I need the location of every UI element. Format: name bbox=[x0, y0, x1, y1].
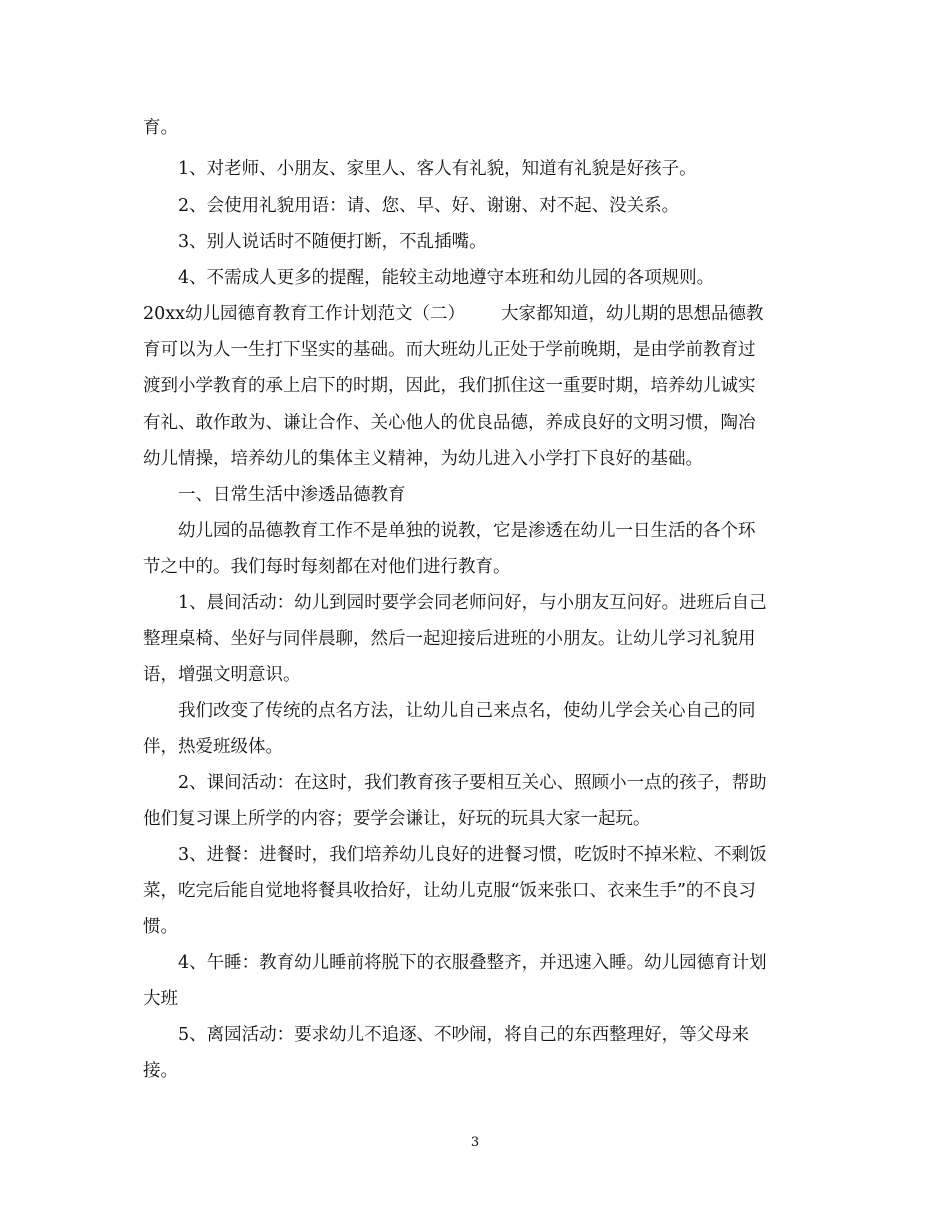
text-line: 我们改变了传统的点名方法，让幼儿自己来点名，使幼儿学会关心自己的同 bbox=[178, 701, 756, 721]
subheading: 一、日常生活中渗透品德教育 bbox=[178, 485, 406, 505]
text-line: 惯。 bbox=[143, 917, 178, 937]
paragraph-start: 大家都知道，幼儿期的思想品德教 bbox=[501, 304, 764, 324]
text-line: 菜，吃完后能自觉地将餐具收拾好，让幼儿克服“饭来张口、衣来生手”的不良习 bbox=[143, 881, 756, 901]
text-line: 1、晨间活动：幼儿到园时要学会同老师问好，与小朋友互问好。进班后自己 bbox=[178, 593, 767, 613]
text-line: 2、课间活动：在这时，我们教育孩子要相互关心、照顾小一点的孩子，帮助 bbox=[178, 773, 767, 793]
page-number: 3 bbox=[470, 1135, 480, 1150]
text-line: 育。 bbox=[143, 118, 178, 138]
text-line: 5、离园活动：要求幼儿不追逐、不吵闹，将自己的东西整理好，等父母来 bbox=[178, 1025, 750, 1045]
text-line: 4、午睡：教育幼儿睡前将脱下的衣服叠整齐，并迅速入睡。幼儿园德育计划 bbox=[178, 953, 767, 973]
section-heading-line bbox=[143, 302, 764, 326]
text-line: 幼儿情操，培养幼儿的集体主义精神，为幼儿进入小学打下良好的基础。 bbox=[143, 449, 703, 469]
text-line: 幼儿园的品德教育工作不是单独的说教，它是渗透在幼儿一日生活的各个环 bbox=[178, 521, 756, 541]
text-line: 接。 bbox=[143, 1061, 178, 1081]
text-line: 伴，热爱班级体。 bbox=[143, 737, 283, 757]
text-line: 有礼、敢作敢为、谦让合作、关心他人的优良品德，养成良好的文明习惯，陶冶 bbox=[143, 413, 756, 433]
text-line: 4、不需成人更多的提醒，能较主动地遵守本班和幼儿园的各项规则。 bbox=[178, 268, 715, 288]
text-line: 节之中的。我们每时每刻都在对他们进行教育。 bbox=[143, 557, 511, 577]
text-line: 2、会使用礼貌用语：请、您、早、好、谢谢、对不起、没关系。 bbox=[178, 196, 680, 216]
text-line: 育可以为人一生打下坚实的基础。而大班幼儿正处于学前晚期，是由学前教育过 bbox=[143, 340, 756, 360]
section-title: 20xx幼儿园德育教育工作计划范文（二） bbox=[143, 304, 466, 324]
text-line: 他们复习课上所学的内容；要学会谦让，好玩的玩具大家一起玩。 bbox=[143, 809, 651, 829]
text-line: 1、对老师、小朋友、家里人、客人有礼貌，知道有礼貌是好孩子。 bbox=[178, 159, 697, 179]
text-line: 渡到小学教育的承上启下的时期，因此，我们抓住这一重要时期，培养幼儿诚实 bbox=[143, 376, 756, 396]
text-line: 语，增强文明意识。 bbox=[143, 665, 301, 685]
text-line: 3、别人说话时不随便打断，不乱插嘴。 bbox=[178, 232, 487, 252]
text-line: 整理桌椅、坐好与同伴晨聊，然后一起迎接后进班的小朋友。让幼儿学习礼貌用 bbox=[143, 629, 756, 649]
text-line: 大班 bbox=[143, 989, 178, 1009]
text-line: 3、进餐：进餐时，我们培养幼儿良好的进餐习惯，吃饭时不掉米粒、不剩饭 bbox=[178, 845, 767, 865]
